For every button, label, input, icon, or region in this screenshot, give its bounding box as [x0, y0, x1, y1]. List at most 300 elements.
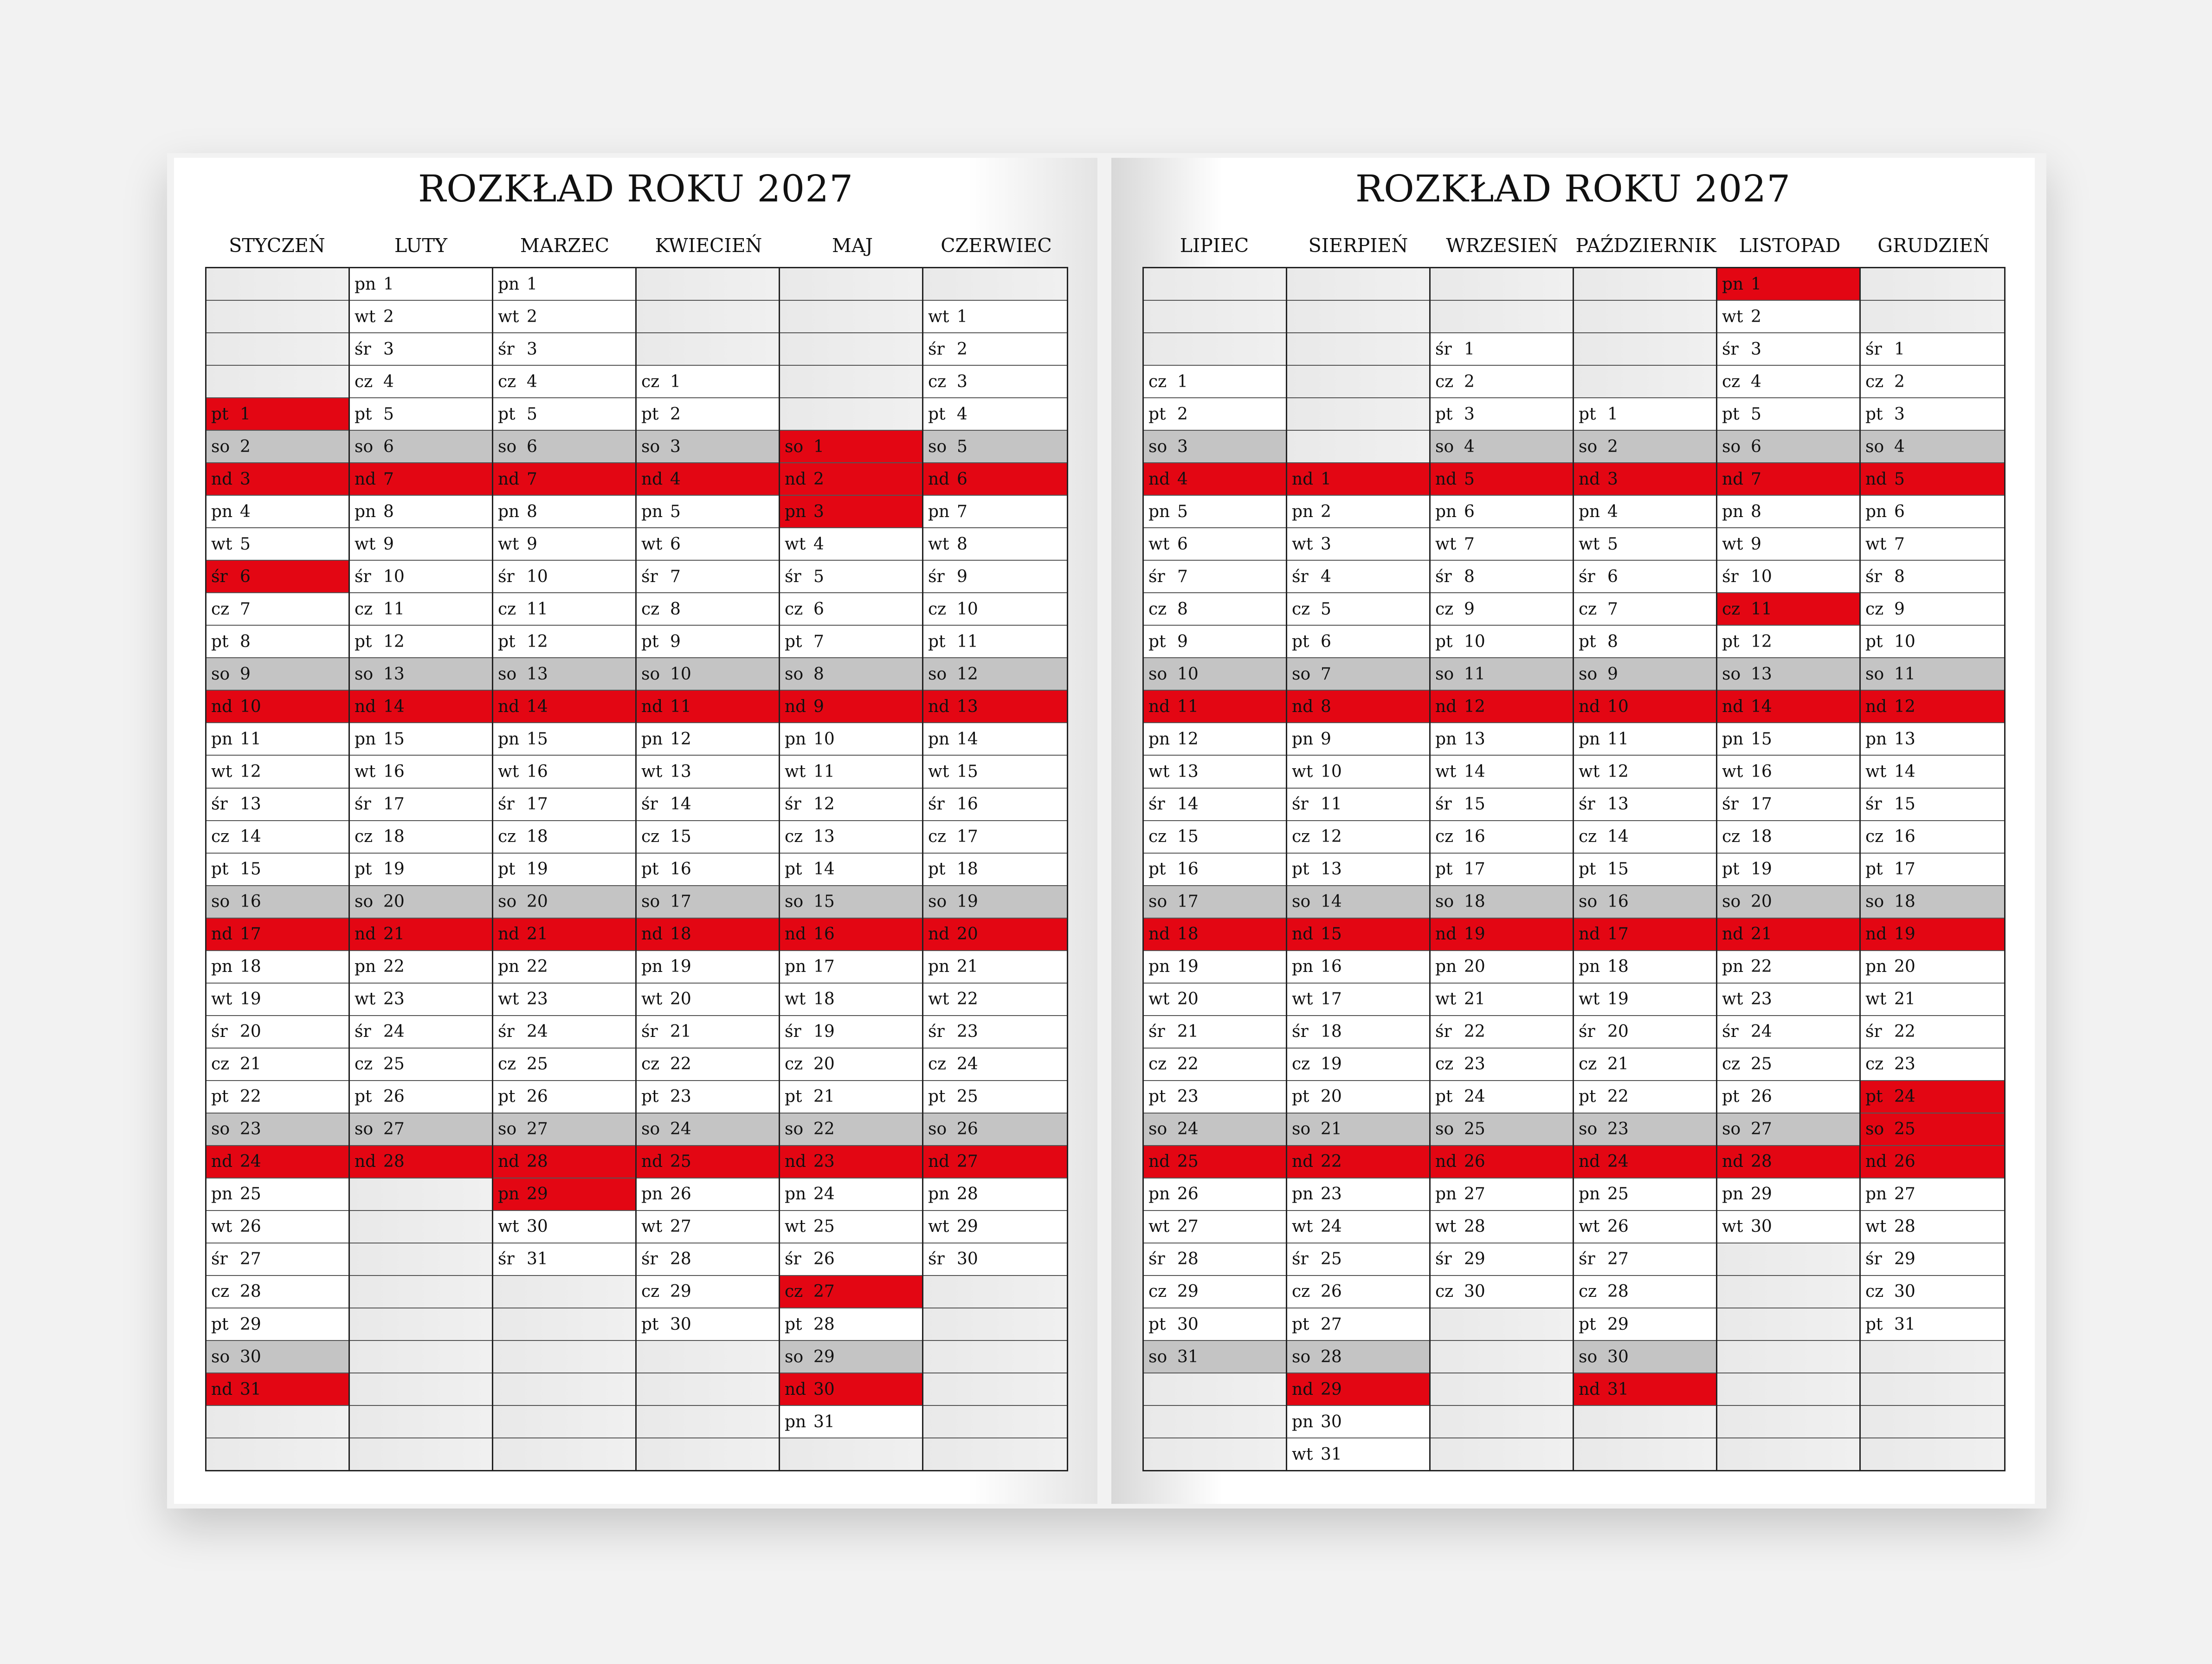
weekday-label: śr — [355, 1022, 371, 1042]
day-cell — [1431, 919, 1573, 951]
day-cell — [1287, 528, 1429, 561]
weekday-label: cz — [1292, 1282, 1310, 1301]
day-number: 17 — [1464, 860, 1485, 879]
day-number: 23 — [1751, 990, 1772, 1009]
day-number: 24 — [1177, 1120, 1199, 1139]
day-number: 10 — [240, 697, 261, 716]
day-number: 9 — [527, 534, 537, 554]
day-number: 2 — [957, 339, 967, 359]
day-cell — [1144, 398, 1286, 431]
day-number: 30 — [527, 1217, 548, 1237]
day-number: 13 — [957, 697, 978, 716]
weekday-label: cz — [1435, 1282, 1454, 1301]
day-cell — [637, 691, 779, 723]
day-number: 15 — [957, 762, 978, 781]
weekday-label: śr — [355, 339, 371, 359]
weekday-label: cz — [211, 599, 230, 619]
day-number: 8 — [527, 502, 537, 521]
day-cell — [780, 1081, 922, 1114]
weekday-label: śr — [785, 567, 801, 586]
day-number: 12 — [1894, 697, 1915, 716]
empty-cell — [493, 1438, 635, 1470]
day-number: 16 — [527, 762, 548, 781]
day-cell — [1431, 723, 1573, 756]
day-cell — [350, 886, 492, 919]
day-cell — [206, 919, 348, 951]
weekday-label: nd — [1435, 1152, 1457, 1172]
day-cell — [1861, 951, 2004, 984]
weekday-label: pn — [498, 1185, 520, 1204]
weekday-label: nd — [1722, 469, 1744, 489]
month-column — [350, 268, 493, 1470]
day-number: 20 — [383, 892, 405, 912]
day-number: 11 — [1464, 664, 1485, 684]
day-cell — [1287, 1373, 1429, 1406]
day-cell — [1717, 496, 1859, 528]
day-cell — [1861, 821, 2004, 854]
day-number: 16 — [1464, 827, 1485, 847]
day-cell — [1717, 398, 1859, 431]
weekday-label: so — [355, 1120, 374, 1139]
weekday-label: pt — [1148, 404, 1166, 424]
weekday-label: śr — [1292, 1022, 1309, 1042]
day-cell — [1287, 1211, 1429, 1243]
day-cell — [1144, 1211, 1286, 1243]
day-cell — [637, 1243, 779, 1276]
day-cell — [1287, 1308, 1429, 1341]
day-number: 29 — [670, 1282, 691, 1301]
day-cell — [1717, 268, 1859, 301]
day-number: 25 — [813, 1217, 835, 1237]
weekday-label: cz — [1865, 1055, 1884, 1074]
day-number: 6 — [1607, 567, 1618, 586]
day-cell — [350, 854, 492, 886]
day-cell — [637, 723, 779, 756]
weekday-label: nd — [1435, 469, 1457, 489]
day-number: 11 — [1321, 795, 1342, 814]
day-cell — [1717, 951, 1859, 984]
day-number: 4 — [1464, 437, 1475, 456]
day-cell — [493, 886, 635, 919]
day-number: 27 — [1464, 1185, 1485, 1204]
day-cell — [1431, 431, 1573, 463]
day-number: 30 — [1894, 1282, 1915, 1301]
weekday-label: pn — [355, 502, 376, 521]
day-cell — [1574, 951, 1716, 984]
day-number: 18 — [383, 827, 405, 847]
weekday-label: pt — [1865, 860, 1883, 879]
weekday-label: pt — [1435, 1087, 1453, 1107]
weekday-label: śr — [1579, 567, 1595, 586]
day-cell — [1574, 723, 1716, 756]
day-cell — [780, 821, 922, 854]
empty-cell — [1861, 1406, 2004, 1438]
empty-cell — [350, 1373, 492, 1406]
weekday-label: pt — [211, 632, 229, 651]
day-number: 22 — [813, 1120, 835, 1139]
day-number: 10 — [1751, 567, 1772, 586]
day-cell — [923, 756, 1067, 788]
day-cell — [350, 268, 492, 301]
day-cell — [1861, 1308, 2004, 1341]
empty-cell — [206, 1438, 348, 1470]
weekday-label: nd — [355, 469, 376, 489]
weekday-label: nd — [211, 469, 233, 489]
day-number: 23 — [240, 1120, 261, 1139]
day-number: 1 — [1751, 274, 1761, 294]
weekday-label: so — [1435, 892, 1454, 912]
day-cell — [780, 1243, 922, 1276]
day-cell — [350, 1146, 492, 1178]
day-number: 20 — [240, 1022, 261, 1042]
day-cell — [637, 1049, 779, 1081]
weekday-label: cz — [928, 372, 947, 391]
empty-cell — [493, 1373, 635, 1406]
day-cell — [1144, 756, 1286, 788]
day-number: 14 — [1607, 827, 1629, 847]
weekday-label: śr — [1148, 567, 1165, 586]
month-column — [1861, 268, 2004, 1470]
weekday-label: cz — [928, 1055, 947, 1074]
day-number: 23 — [1464, 1055, 1485, 1074]
day-cell — [1717, 854, 1859, 886]
day-cell — [1431, 366, 1573, 398]
weekday-label: wt — [498, 534, 519, 554]
weekday-label: nd — [211, 925, 233, 944]
day-number: 26 — [1894, 1152, 1915, 1172]
weekday-label: nd — [1292, 469, 1314, 489]
weekday-label: pn — [1435, 1185, 1457, 1204]
day-number: 10 — [1607, 697, 1629, 716]
weekday-label: wt — [1292, 1217, 1313, 1237]
day-number: 26 — [383, 1087, 405, 1107]
day-number: 5 — [383, 404, 394, 424]
day-number: 18 — [1177, 925, 1199, 944]
weekday-label: so — [211, 892, 230, 912]
day-number: 30 — [670, 1314, 691, 1334]
day-cell — [493, 658, 635, 691]
weekday-label: cz — [211, 827, 230, 847]
day-cell — [1861, 496, 2004, 528]
day-number: 19 — [1894, 925, 1915, 944]
day-number: 23 — [957, 1022, 978, 1042]
day-number: 28 — [670, 1250, 691, 1269]
weekday-label: so — [355, 892, 374, 912]
weekday-label: cz — [1148, 827, 1167, 847]
day-number: 4 — [1607, 502, 1618, 521]
day-number: 3 — [1751, 339, 1761, 359]
weekday-label: pn — [641, 1185, 663, 1204]
weekday-label: śr — [1292, 795, 1309, 814]
weekday-label: wt — [1865, 534, 1887, 554]
day-number: 16 — [1894, 827, 1915, 847]
weekday-label: so — [211, 1120, 230, 1139]
weekday-label: cz — [1292, 827, 1310, 847]
day-cell — [493, 1243, 635, 1276]
weekday-label: śr — [1865, 1250, 1882, 1269]
day-number: 10 — [527, 567, 548, 586]
day-number: 25 — [1894, 1120, 1915, 1139]
day-cell — [1431, 756, 1573, 788]
day-cell — [493, 789, 635, 821]
day-cell — [1287, 1243, 1429, 1276]
day-cell — [1574, 789, 1716, 821]
day-number: 27 — [527, 1120, 548, 1139]
weekday-label: so — [928, 1120, 947, 1139]
day-cell — [637, 1178, 779, 1211]
day-number: 7 — [670, 567, 681, 586]
weekday-label: śr — [211, 567, 228, 586]
day-number: 8 — [1894, 567, 1905, 586]
day-number: 15 — [1894, 795, 1915, 814]
empty-cell — [493, 1276, 635, 1308]
weekday-label: nd — [211, 1379, 233, 1399]
day-number: 21 — [1894, 990, 1915, 1009]
day-cell — [637, 626, 779, 658]
day-number: 1 — [1607, 404, 1618, 424]
weekday-label: wt — [1435, 762, 1457, 781]
weekday-label: so — [785, 437, 804, 456]
day-number: 7 — [240, 599, 251, 619]
day-number: 14 — [957, 729, 978, 749]
day-number: 3 — [527, 339, 537, 359]
day-number: 3 — [1464, 404, 1475, 424]
weekday-label: wt — [498, 990, 519, 1009]
day-number: 22 — [670, 1055, 691, 1074]
day-cell — [1287, 756, 1429, 788]
day-number: 6 — [383, 437, 394, 456]
weekday-label: so — [785, 1347, 804, 1366]
day-cell — [923, 626, 1067, 658]
weekday-label: cz — [1579, 599, 1597, 619]
day-cell — [923, 1243, 1067, 1276]
day-number: 1 — [1177, 372, 1188, 391]
day-cell — [206, 593, 348, 626]
weekday-label: pn — [1722, 1185, 1744, 1204]
weekday-label: pn — [211, 1185, 233, 1204]
weekday-label: nd — [1865, 1152, 1887, 1172]
weekday-label: pt — [211, 404, 229, 424]
day-cell — [493, 1049, 635, 1081]
day-number: 8 — [813, 664, 824, 684]
empty-cell — [637, 268, 779, 301]
weekday-label: śr — [641, 1250, 658, 1269]
empty-cell — [1287, 301, 1429, 333]
day-cell — [206, 463, 348, 496]
day-number: 9 — [1177, 632, 1188, 651]
day-number: 4 — [957, 404, 967, 424]
day-number: 4 — [1894, 437, 1905, 456]
weekday-label: nd — [1148, 469, 1170, 489]
day-cell — [923, 1114, 1067, 1146]
weekday-label: cz — [1435, 827, 1454, 847]
day-number: 24 — [527, 1022, 548, 1042]
day-cell — [1287, 691, 1429, 723]
weekday-label: wt — [641, 1217, 663, 1237]
day-cell — [1574, 1081, 1716, 1114]
weekday-label: pt — [355, 860, 372, 879]
weekday-label: śr — [928, 567, 945, 586]
day-cell — [1144, 854, 1286, 886]
weekday-label: wt — [1579, 534, 1600, 554]
day-number: 28 — [383, 1152, 405, 1172]
day-cell — [1861, 528, 2004, 561]
day-cell — [206, 1114, 348, 1146]
day-number: 2 — [813, 469, 824, 489]
weekday-label: nd — [1292, 1152, 1314, 1172]
day-cell — [1144, 431, 1286, 463]
day-cell — [206, 1308, 348, 1341]
weekday-label: pt — [1579, 404, 1596, 424]
day-number: 12 — [957, 664, 978, 684]
weekday-label: pt — [1435, 404, 1453, 424]
weekday-label: so — [1579, 1347, 1598, 1366]
day-cell — [1144, 626, 1286, 658]
day-cell — [1287, 821, 1429, 854]
weekday-label: śr — [1435, 1250, 1452, 1269]
weekday-label: pt — [355, 404, 372, 424]
day-cell — [780, 756, 922, 788]
day-number: 29 — [957, 1217, 978, 1237]
day-cell — [493, 821, 635, 854]
weekday-label: nd — [1148, 1152, 1170, 1172]
weekday-label: cz — [1865, 827, 1884, 847]
day-cell — [1287, 854, 1429, 886]
day-number: 27 — [1607, 1250, 1629, 1269]
day-number: 21 — [1177, 1022, 1199, 1042]
day-cell — [637, 496, 779, 528]
day-cell — [923, 398, 1067, 431]
day-number: 17 — [957, 827, 978, 847]
day-cell — [1431, 1146, 1573, 1178]
day-cell — [350, 528, 492, 561]
weekday-label: pn — [1865, 1185, 1887, 1204]
day-number: 18 — [1607, 957, 1629, 977]
weekday-label: wt — [1292, 1444, 1313, 1464]
day-cell — [1574, 1308, 1716, 1341]
day-cell — [1717, 789, 1859, 821]
day-number: 19 — [813, 1022, 835, 1042]
day-number: 21 — [957, 957, 978, 977]
weekday-label: cz — [1292, 1055, 1310, 1074]
month-column — [1287, 268, 1431, 1470]
empty-cell — [1717, 1406, 1859, 1438]
weekday-label: pn — [211, 957, 233, 977]
day-cell — [493, 561, 635, 593]
day-cell — [923, 528, 1067, 561]
day-cell — [493, 333, 635, 366]
day-cell — [1717, 1178, 1859, 1211]
weekday-label: nd — [1435, 925, 1457, 944]
day-number: 25 — [1607, 1185, 1629, 1204]
empty-cell — [1861, 1373, 2004, 1406]
day-number: 24 — [1751, 1022, 1772, 1042]
day-cell — [350, 333, 492, 366]
month-column — [206, 268, 350, 1470]
weekday-label: pt — [1865, 1087, 1883, 1107]
day-cell — [1861, 1276, 2004, 1308]
day-cell — [1431, 463, 1573, 496]
day-number: 11 — [1177, 697, 1199, 716]
empty-cell — [1861, 268, 2004, 301]
weekday-label: pn — [1292, 729, 1314, 749]
weekday-label: pn — [785, 502, 806, 521]
weekday-label: cz — [641, 599, 660, 619]
day-cell — [493, 854, 635, 886]
right-page — [1111, 158, 2035, 1504]
day-number: 31 — [813, 1412, 835, 1431]
day-cell — [1717, 333, 1859, 366]
day-cell — [206, 431, 348, 463]
day-cell — [780, 593, 922, 626]
day-cell — [1144, 789, 1286, 821]
day-cell — [350, 951, 492, 984]
day-cell — [1574, 854, 1716, 886]
day-cell — [1574, 658, 1716, 691]
day-number: 11 — [1607, 729, 1629, 749]
day-number: 7 — [1607, 599, 1618, 619]
day-cell — [1861, 1211, 2004, 1243]
weekday-label: pn — [1435, 502, 1457, 521]
day-number: 30 — [957, 1250, 978, 1269]
day-number: 13 — [240, 795, 261, 814]
weekday-label: cz — [928, 599, 947, 619]
day-cell — [780, 1178, 922, 1211]
day-cell — [350, 1081, 492, 1114]
weekday-label: śr — [498, 1250, 515, 1269]
day-number: 11 — [1751, 599, 1772, 619]
day-cell — [1431, 593, 1573, 626]
empty-cell — [1431, 1308, 1573, 1341]
day-cell — [780, 886, 922, 919]
day-number: 25 — [1177, 1152, 1199, 1172]
day-cell — [493, 398, 635, 431]
weekday-label: śr — [1435, 339, 1452, 359]
empty-cell — [206, 1406, 348, 1438]
empty-cell — [350, 1438, 492, 1470]
weekday-label: śr — [928, 1022, 945, 1042]
day-cell — [637, 561, 779, 593]
day-cell — [637, 463, 779, 496]
empty-cell — [1144, 1373, 1286, 1406]
day-cell — [1717, 626, 1859, 658]
empty-cell — [923, 1438, 1067, 1470]
weekday-label: śr — [1865, 795, 1882, 814]
day-cell — [1287, 984, 1429, 1016]
weekday-label: pn — [1865, 729, 1887, 749]
weekday-label: so — [1148, 437, 1167, 456]
page-title: ROZKŁAD ROKU 2027 — [1355, 167, 1791, 210]
day-number: 2 — [527, 307, 537, 326]
weekday-label: wt — [1579, 762, 1600, 781]
day-cell — [1861, 1146, 2004, 1178]
empty-cell — [206, 301, 348, 333]
day-number: 12 — [1321, 827, 1342, 847]
weekday-label: śr — [1722, 1022, 1739, 1042]
day-number: 16 — [1607, 892, 1629, 912]
day-number: 1 — [1321, 469, 1331, 489]
empty-cell — [350, 1276, 492, 1308]
empty-cell — [1574, 1438, 1716, 1470]
day-cell — [923, 984, 1067, 1016]
day-cell — [350, 984, 492, 1016]
day-number: 13 — [670, 762, 691, 781]
day-cell — [1431, 626, 1573, 658]
day-cell — [1144, 919, 1286, 951]
weekday-label: so — [928, 437, 947, 456]
weekday-label: cz — [355, 599, 373, 619]
day-number: 26 — [240, 1217, 261, 1237]
